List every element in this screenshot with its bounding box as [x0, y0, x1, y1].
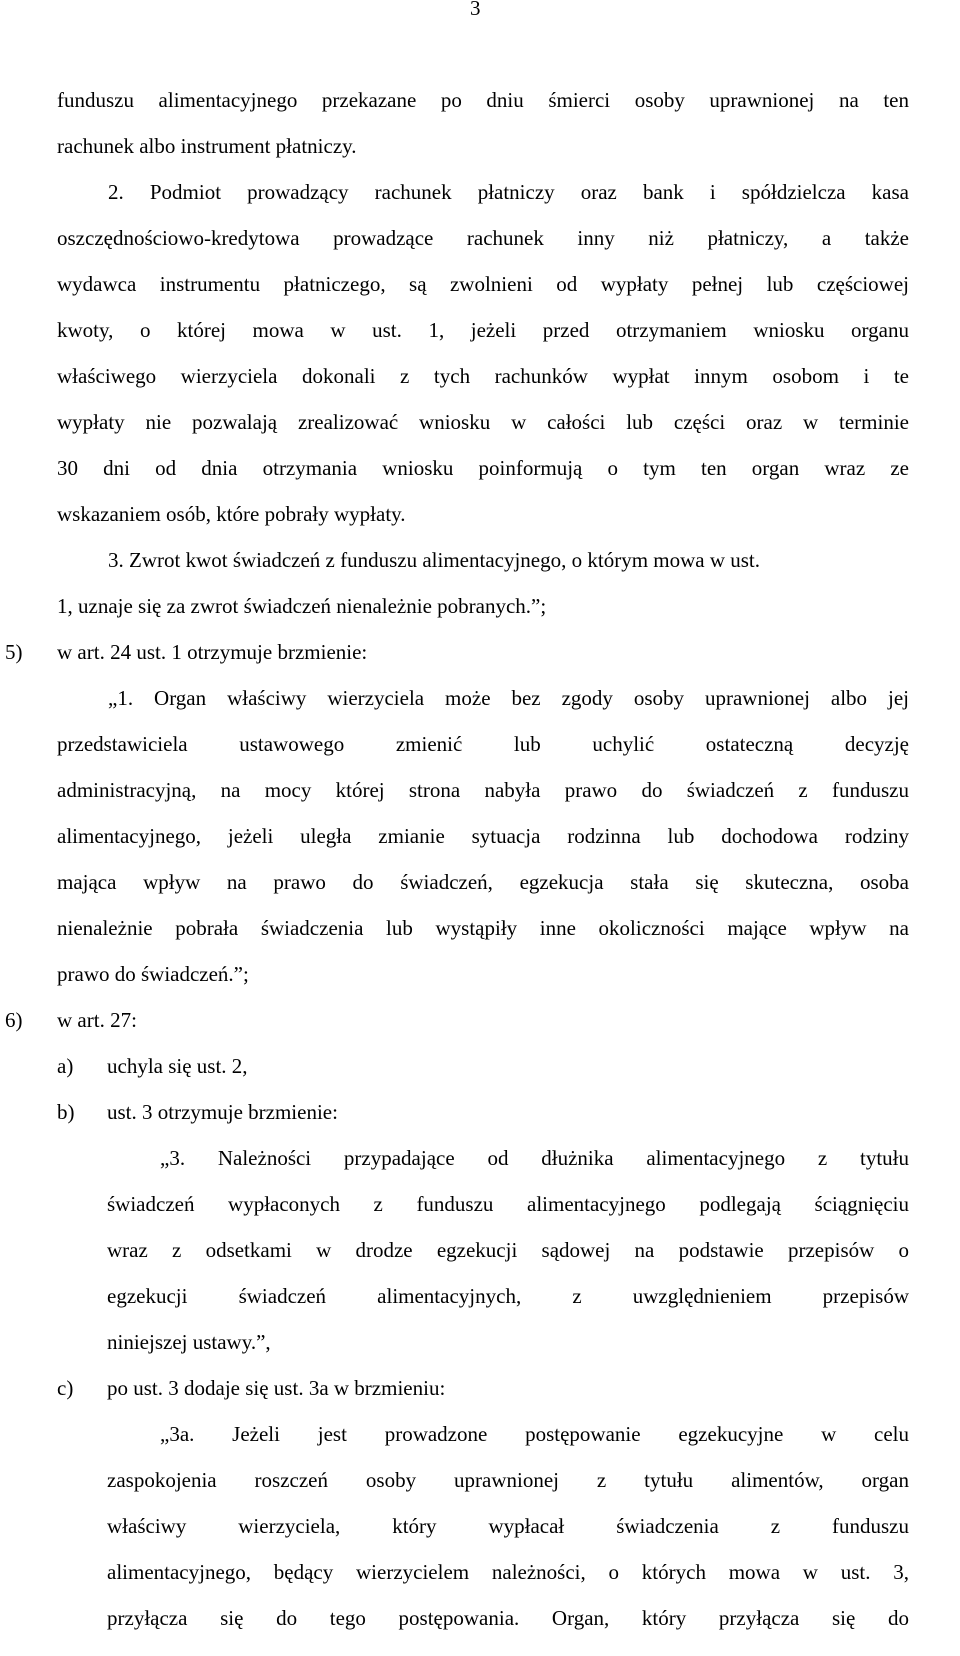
- sub-item-text: ust. 3 otrzymuje brzmienie:: [107, 1100, 338, 1124]
- sub-item-a: [0, 1043, 960, 1089]
- text-line: właściwego wierzyciela dokonali z tych rachunków wypłat innym osobom i te: [57, 364, 909, 388]
- text-line: wydawca instrumentu płatniczego, są zwolnieni od wypłaty pełnej lub częściowej: [57, 272, 909, 296]
- page-content: [0, 77, 960, 1641]
- text-line: niniejszej ustawy.”,: [107, 1330, 271, 1354]
- text-line: świadczeń wypłaconych z funduszu alimentacyjnego podlegają ściągnięciu: [107, 1192, 909, 1216]
- text-line: oszczędnościowo-kredytowa prowadzące rachunek inny niż płatniczy, a także: [57, 226, 909, 250]
- text-line: „3a. Jeżeli jest prowadzone postępowanie egzekucyjne w celu: [160, 1422, 909, 1446]
- text-line: prawo do świadczeń.”;: [57, 962, 249, 986]
- text-line: „3. Należności przypadające od dłużnika alimentacyjnego z tytułu: [160, 1146, 909, 1170]
- paragraph-continuation: [57, 77, 909, 169]
- sub-item-b: [0, 1089, 960, 1135]
- sub-item-letter: b): [57, 1100, 75, 1124]
- text-line: alimentacyjnego, jeżeli uległa zmianie sytuacja rodzinna lub dochodowa rodziny: [57, 824, 909, 848]
- list-item-text: w art. 24 ust. 1 otrzymuje brzmienie:: [57, 640, 368, 664]
- text-line: alimentacyjnego, będący wierzycielem należności, o których mowa w ust. 3,: [107, 1560, 909, 1584]
- sub-item-letter: c): [57, 1376, 74, 1400]
- text-line: mająca wpływ na prawo do świadczeń, egzekucja stała się skuteczna, osoba: [57, 870, 909, 894]
- text-line: wskazaniem osób, które pobrały wypłaty.: [57, 502, 406, 526]
- page-number: 3: [470, 0, 481, 20]
- text-line: egzekucji świadczeń alimentacyjnych, z uwzględnieniem przepisów: [107, 1284, 909, 1308]
- text-line: właściwy wierzyciela, który wypłacał świadczenia z funduszu: [107, 1514, 909, 1538]
- quoted-provision-art-24: [0, 675, 960, 997]
- text-line: wypłaty nie pozwalają zrealizować wniosku w całości lub części oraz w terminie: [57, 410, 909, 434]
- text-line: 2. Podmiot prowadzący rachunek płatniczy oraz bank i spółdzielcza kasa: [108, 180, 909, 204]
- paragraph-2: [0, 169, 960, 537]
- list-item-text: w art. 27:: [57, 1008, 137, 1032]
- text-line: zaspokojenia roszczeń osoby uprawnionej z tytułu alimentów, organ: [107, 1468, 909, 1492]
- quoted-provision-art-27-ust-3a: [0, 1411, 960, 1641]
- sub-item-text: po ust. 3 dodaje się ust. 3a w brzmieniu:: [107, 1376, 446, 1400]
- list-item-5: [0, 629, 960, 675]
- text-line: administracyjną, na mocy której strona nabyła prawo do świadczeń z funduszu: [57, 778, 909, 802]
- text-line: wraz z odsetkami w drodze egzekucji sądowej na podstawie przepisów o: [107, 1238, 909, 1262]
- text-line: funduszu alimentacyjnego przekazane po dniu śmierci osoby uprawnionej na ten: [57, 88, 909, 112]
- text-line: przedstawiciela ustawowego zmienić lub uchylić ostateczną decyzję: [57, 732, 909, 756]
- paragraph-3: [0, 537, 960, 629]
- text-line: przyłącza się do tego postępowania. Organ, który przyłącza się do: [107, 1606, 909, 1630]
- list-item-number: 5): [5, 640, 23, 664]
- text-line: rachunek albo instrument płatniczy.: [57, 134, 357, 158]
- sub-item-letter: a): [57, 1054, 74, 1078]
- sub-item-text: uchyla się ust. 2,: [107, 1054, 248, 1078]
- text-line: 1, uznaje się za zwrot świadczeń nienależnie pobranych.”;: [57, 594, 547, 618]
- text-line: nienależnie pobrała świadczenia lub wystąpiły inne okoliczności mające wpływ na: [57, 916, 909, 940]
- sub-item-c: [0, 1365, 960, 1411]
- quoted-provision-art-27-ust-3: [0, 1135, 960, 1365]
- text-line: 3. Zwrot kwot świadczeń z funduszu alimentacyjnego, o którym mowa w ust.: [108, 548, 761, 572]
- list-item-6: [0, 997, 960, 1043]
- text-line: kwoty, o której mowa w ust. 1, jeżeli przed otrzymaniem wniosku organu: [57, 318, 909, 342]
- text-line: 30 dni od dnia otrzymania wniosku poinformują o tym ten organ wraz ze: [57, 456, 909, 480]
- text-line: „1. Organ właściwy wierzyciela może bez zgody osoby uprawnionej albo jej: [108, 686, 909, 710]
- list-item-number: 6): [5, 1008, 23, 1032]
